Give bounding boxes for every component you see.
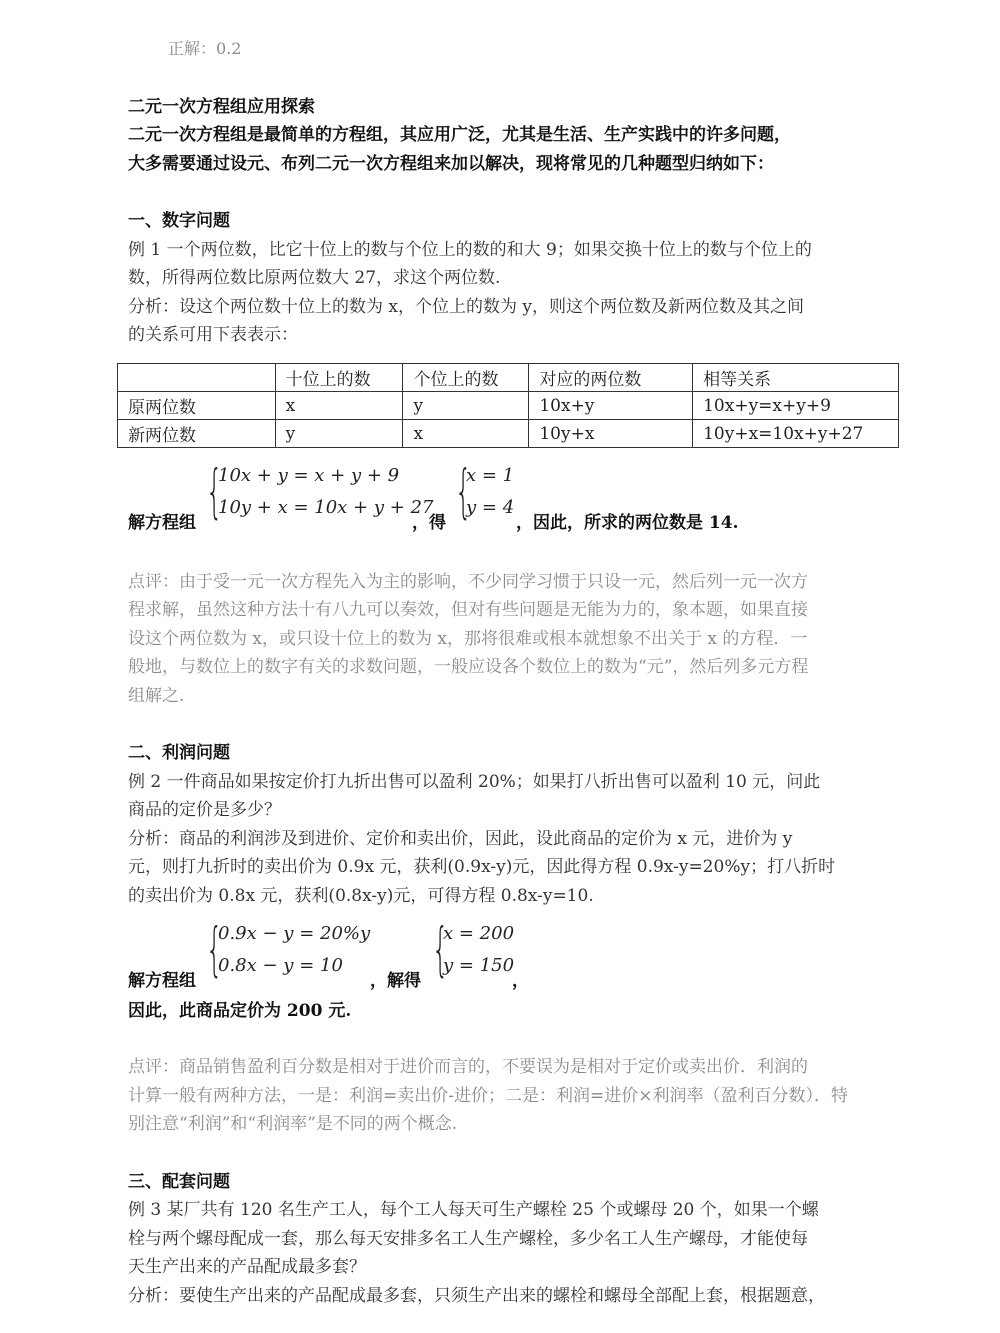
section-heading-digits: 一、数字问题 bbox=[128, 211, 230, 231]
comment-line: 点评：商品销售盈利百分数是相对于进价而言的，不要误为是相对于定价或卖出价．利润的 bbox=[128, 1057, 808, 1077]
section-heading-matching: 三、配套问题 bbox=[128, 1172, 230, 1192]
example-line: 栓与两个螺母配成一套，那么每天安排多名工人生产螺栓，多少名工人生产螺母，才能使每 bbox=[128, 1229, 808, 1249]
table-header-cell bbox=[118, 364, 276, 392]
solution-brace: { bbox=[455, 457, 472, 525]
solution-value: x = 200 bbox=[443, 923, 515, 944]
table-cell: 10y+x=10x+y+27 bbox=[693, 420, 899, 448]
solution-brace: { bbox=[432, 915, 449, 983]
solution-value: y = 150 bbox=[443, 955, 515, 976]
table-cell: x bbox=[403, 420, 529, 448]
equation: 10y + x = 10x + y + 27 bbox=[218, 497, 434, 518]
equation: 10x + y = x + y + 9 bbox=[218, 465, 400, 486]
intro-line: 大多需要通过设元、布列二元一次方程组来加以解决，现将常见的几种题型归纳如下： bbox=[128, 154, 774, 174]
analysis-line: 分析：商品的利润涉及到进价、定价和卖出价，因此，设此商品的定价为 x 元，进价为 y bbox=[128, 829, 793, 849]
table-row bbox=[118, 392, 899, 420]
analysis-line: 分析：设这个两位数十位上的数为 x，个位上的数为 y，则这个两位数及新两位数及其之间 bbox=[128, 297, 804, 317]
analysis-line: 的卖出价为 0.8x 元，获利(0.8x-y)元，可得方程 0.8x-y=10. bbox=[128, 886, 594, 906]
analysis-line: 元，则打九折时的卖出价为 0.9x 元，获利(0.9x-y)元，因此得方程 0.9x-y=20%y；打八折时 bbox=[128, 857, 836, 877]
table-cell: x bbox=[275, 392, 403, 420]
intro-line: 二元一次方程组是最简单的方程组，其应用广泛，尤其是生活、生产实践中的许多问题， bbox=[128, 125, 791, 145]
example-line: 例 2 一件商品如果按定价打九折出售可以盈利 20%；如果打八折出售可以盈利 10 元，问此 bbox=[128, 772, 821, 792]
get-label: ，得 bbox=[412, 513, 446, 533]
digits-table bbox=[117, 363, 899, 448]
example-line: 数，所得两位数比原两位数大 27，求这个两位数. bbox=[128, 268, 501, 288]
example-line: 商品的定价是多少？ bbox=[128, 800, 281, 820]
get-label: ，解得 bbox=[370, 971, 421, 991]
solve-label: 解方程组 bbox=[128, 513, 196, 533]
equation: 0.9x − y = 20%y bbox=[218, 923, 371, 944]
table-cell: 10x+y bbox=[529, 392, 693, 420]
solve-label: 解方程组 bbox=[128, 971, 196, 991]
example-line: 例 1 一个两位数，比它十位上的数与个位上的数的和大 9；如果交换十位上的数与个位上的 bbox=[128, 240, 812, 260]
table-cell: 原两位数 bbox=[118, 392, 276, 420]
example-line: 例 3 某厂共有 120 名生产工人，每个工人每天可生产螺栓 25 个或螺母 20 个，如果一个螺 bbox=[128, 1200, 819, 1220]
top-answer: 正解：0.2 bbox=[168, 39, 242, 58]
conclusion: 因此，此商品定价为 200 元. bbox=[128, 1001, 352, 1021]
analysis-line: 分析：要使生产出来的产品配成最多套，只须生产出来的螺栓和螺母全部配上套，根据题意， bbox=[128, 1286, 825, 1306]
example-line: 天生产出来的产品配成最多套？ bbox=[128, 1257, 366, 1277]
comment-line: 组解之. bbox=[128, 686, 185, 706]
table-row bbox=[118, 420, 899, 448]
comment-line: 程求解，虽然这种方法十有八九可以奏效，但对有些问题是无能为力的，象本题，如果直接 bbox=[128, 600, 808, 620]
comment-line: 般地，与数位上的数字有关的求数问题，一般应设各个数位上的数为“元”，然后列多元方程 bbox=[128, 657, 809, 677]
table-cell: 10x+y=x+y+9 bbox=[693, 392, 899, 420]
table-cell: 新两位数 bbox=[118, 420, 276, 448]
conclusion: ，因此，所求的两位数是 14. bbox=[516, 513, 739, 533]
intro-title: 二元一次方程组应用探索 bbox=[128, 97, 315, 117]
equation: 0.8x − y = 10 bbox=[218, 955, 343, 976]
comment-line: 点评：由于受一元一次方程先入为主的影响，不少同学习惯于只设一元，然后列一元一次方 bbox=[128, 572, 808, 592]
system-brace: { bbox=[206, 915, 223, 983]
analysis-line: 的关系可用下表表示： bbox=[128, 325, 298, 345]
table-cell: 10y+x bbox=[529, 420, 693, 448]
comment-line: 别注意“利润”和“利润率”是不同的两个概念. bbox=[128, 1114, 458, 1134]
system-brace: { bbox=[206, 457, 223, 525]
solution-value: x = 1 bbox=[466, 465, 515, 486]
table-cell: y bbox=[403, 392, 529, 420]
table-header-cell: 个位上的数 bbox=[403, 364, 529, 392]
table-header-row bbox=[118, 364, 899, 392]
table-cell: y bbox=[275, 420, 403, 448]
solution-value: y = 4 bbox=[466, 497, 515, 518]
comment-line: 计算一般有两种方法，一是：利润=卖出价-进价；二是：利润=进价×利润率（盈利百分数）．特 bbox=[128, 1086, 848, 1106]
table-header-cell: 对应的两位数 bbox=[529, 364, 693, 392]
section-heading-profit: 二、利润问题 bbox=[128, 743, 230, 763]
solution-tail: ， bbox=[512, 971, 529, 991]
comment-line: 设这个两位数为 x，或只设十位上的数为 x，那将很难或根本就想象不出关于 x 的方程．一 bbox=[128, 629, 808, 649]
table-header-cell: 十位上的数 bbox=[275, 364, 403, 392]
table-header-cell: 相等关系 bbox=[693, 364, 899, 392]
